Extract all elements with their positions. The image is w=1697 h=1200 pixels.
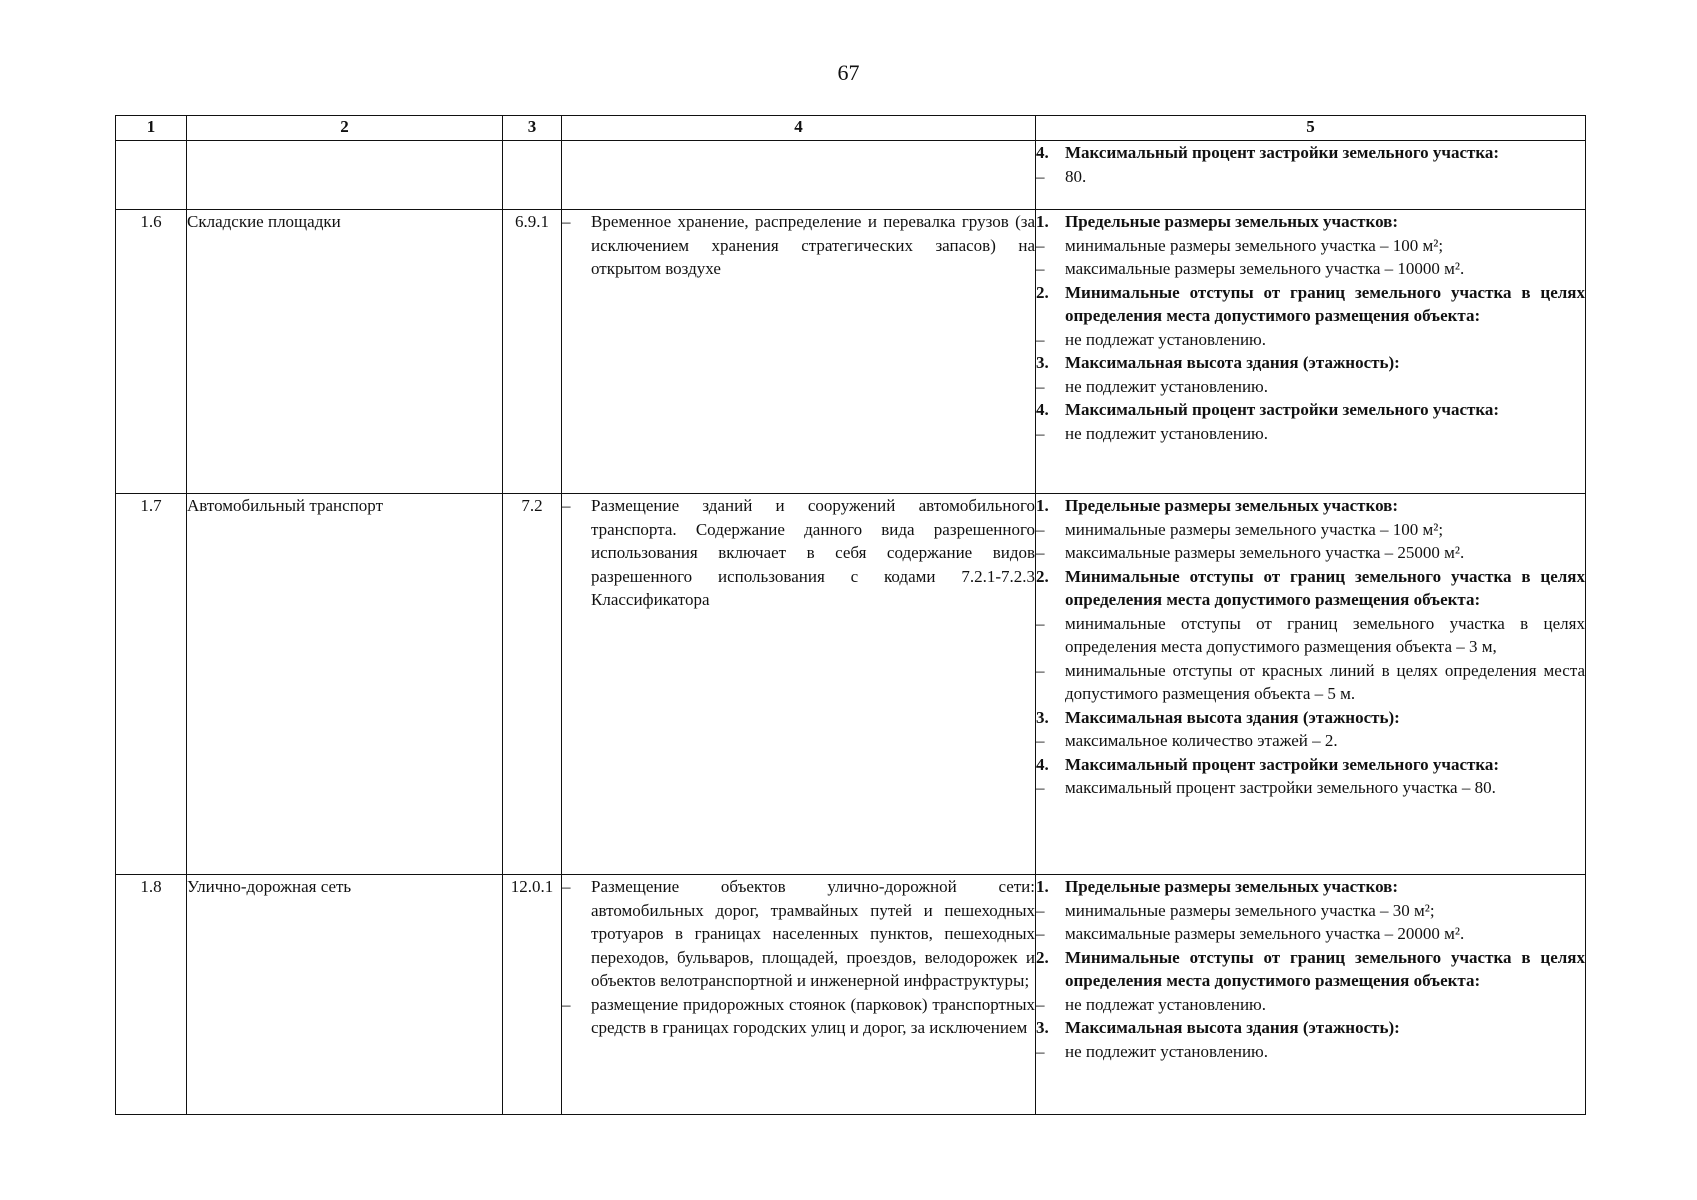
parameter-value-text: не подлежат установлению. (1065, 329, 1267, 349)
row-number-cell (116, 141, 187, 210)
description-text: Временное хранение, распределение и перевалка грузов (за исключением хранения стратегических запасов) на открытом воздухе (591, 212, 1035, 278)
description-item (562, 993, 1035, 1040)
number-marker: 2. (1036, 282, 1049, 302)
number-marker: 1. (1036, 877, 1049, 896)
number-marker: 1. (1036, 212, 1049, 231)
parameter-value (1036, 729, 1585, 753)
dash-marker: – (562, 994, 571, 1014)
dash-marker: – (1036, 731, 1045, 750)
dash-marker: – (1036, 778, 1045, 797)
header-col-2: 2 (187, 116, 503, 141)
number-marker: 1. (1036, 496, 1049, 515)
number-marker: 4. (1036, 143, 1049, 162)
parameter-value (1036, 612, 1585, 659)
parameter-heading (1036, 946, 1585, 993)
table-row (116, 210, 1586, 494)
use-code-cell (503, 494, 562, 875)
use-code: 7.2 (521, 496, 543, 515)
parameter-heading (1036, 875, 1585, 899)
parameter-heading (1036, 565, 1585, 612)
dash-marker: – (1036, 519, 1045, 539)
dash-marker: – (1036, 660, 1045, 680)
dash-marker: – (1036, 613, 1045, 633)
number-marker: 3. (1036, 353, 1049, 372)
dash-marker: – (1036, 924, 1045, 943)
parameter-value (1036, 422, 1585, 446)
zoning-table (115, 115, 1586, 1115)
parameter-value-text: не подлежит установлению. (1065, 1041, 1269, 1061)
parameter-heading-text: Максимальная высота здания (этажность): (1065, 707, 1400, 727)
parameter-value (1036, 659, 1585, 706)
use-code: 6.9.1 (515, 212, 549, 231)
number-marker: 2. (1036, 566, 1049, 586)
number-marker: 4. (1036, 400, 1049, 419)
row-number-cell (116, 494, 187, 875)
parameter-heading-text: Предельные размеры земельных участков: (1065, 496, 1399, 515)
table-row (116, 141, 1586, 210)
parameter-value-text: минимальные размеры земельного участка – 100 м²; (1065, 235, 1444, 255)
use-code: 12.0.1 (510, 877, 554, 896)
parameter-value-text: минимальные отступы от границ земельного участка в целях определения места допустимого размещения объекта – 3 м, (1065, 613, 1585, 656)
use-code-cell (503, 141, 562, 210)
parameter-value-text: максимальное количество этажей – 2. (1065, 731, 1338, 750)
use-code-cell (503, 875, 562, 1115)
parameter-value-text: не подлежит установлению. (1065, 423, 1269, 443)
parameter-value-text: не подлежит установлению. (1065, 376, 1269, 396)
parameter-heading-text: Максимальный процент застройки земельного участка: (1065, 143, 1500, 162)
dash-marker: – (562, 496, 571, 515)
parameter-value (1036, 257, 1585, 281)
row-number-cell (116, 875, 187, 1115)
parameter-heading (1036, 1016, 1585, 1040)
parameter-heading (1036, 281, 1585, 328)
header-col-3: 3 (503, 116, 562, 141)
row-number: 1.8 (140, 877, 162, 896)
header-col-5: 5 (1036, 116, 1586, 141)
parameter-value-text: минимальные размеры земельного участка – 30 м²; (1065, 900, 1435, 920)
header-col-1: 1 (116, 116, 187, 141)
table-body (116, 141, 1586, 1115)
parameter-heading-text: Максимальный процент застройки земельного участка: (1065, 400, 1500, 419)
header-col-4: 4 (562, 116, 1036, 141)
use-name-cell (187, 875, 503, 1115)
description-cell (562, 141, 1036, 210)
use-name: Автомобильный транспорт (187, 496, 383, 515)
description-text: Размещение зданий и сооружений автомобильного транспорта. Содержание данного вида разрешенного использования включает в себя содержание видов разрешенного использования с кодами 7.2.1-7.2.3 Классификатора (591, 496, 1035, 609)
number-marker: 2. (1036, 947, 1049, 967)
parameter-value-text: минимальные размеры земельного участка – 100 м²; (1065, 519, 1444, 539)
description-item (562, 210, 1035, 281)
parameter-value (1036, 375, 1585, 399)
description-text: Размещение объектов улично-дорожной сети: автомобильных дорог, трамвайных путей и пешеходных тротуаров в границах населенных пунктов, пешеходных переходов, бульваров, площадей, проездов, велодорожек и объектов велотранспортной и инженерной инфраструктуры; (591, 877, 1035, 990)
use-name: Улично-дорожная сеть (187, 877, 352, 896)
table-row (116, 494, 1586, 875)
parameter-heading (1036, 210, 1585, 234)
parameter-heading-text: Предельные размеры земельных участков: (1065, 877, 1399, 896)
parameter-heading-text: Максимальный процент застройки земельного участка: (1065, 754, 1500, 774)
description-item (562, 494, 1035, 612)
dash-marker: – (1036, 994, 1045, 1014)
dash-marker: – (1036, 1041, 1045, 1061)
dash-marker: – (562, 212, 571, 231)
parameter-heading (1036, 706, 1585, 730)
parameter-heading-text: Минимальные отступы от границ земельного участка в целях определения места допустимого размещения объекта: (1065, 947, 1585, 990)
parameter-value-text: максимальные размеры земельного участка – 10000 м². (1065, 259, 1465, 278)
parameter-value-text: максимальный процент застройки земельного участка – 80. (1065, 778, 1496, 797)
number-marker: 4. (1036, 754, 1049, 774)
parameter-heading-text: Максимальная высота здания (этажность): (1065, 1018, 1400, 1037)
parameter-value (1036, 165, 1585, 189)
table-header (116, 116, 1586, 141)
parameters-cell (1036, 141, 1586, 210)
parameter-heading (1036, 351, 1585, 375)
parameter-heading (1036, 141, 1585, 165)
parameter-value-text: минимальные отступы от красных линий в целях определения места допустимого размещения объекта – 5 м. (1065, 660, 1585, 703)
dash-marker: – (562, 877, 571, 896)
parameter-heading (1036, 398, 1585, 422)
parameter-value (1036, 993, 1585, 1017)
parameter-value-text: 80. (1065, 166, 1087, 186)
parameter-value (1036, 1040, 1585, 1064)
parameters-cell (1036, 494, 1586, 875)
row-number-cell (116, 210, 187, 494)
description-cell (562, 210, 1036, 494)
dash-marker: – (1036, 543, 1045, 562)
use-name: Складские площадки (187, 212, 341, 231)
parameter-value-text: не подлежат установлению. (1065, 994, 1267, 1014)
parameter-value (1036, 234, 1585, 258)
row-number: 1.6 (140, 212, 162, 231)
parameter-value-text: максимальные размеры земельного участка – 20000 м². (1065, 924, 1465, 943)
dash-marker: – (1036, 423, 1045, 443)
page-number: 67 (837, 60, 860, 85)
dash-marker: – (1036, 376, 1045, 396)
parameter-value (1036, 899, 1585, 923)
dash-marker: – (1036, 235, 1045, 255)
description-cell (562, 875, 1036, 1115)
dash-marker: – (1036, 166, 1045, 186)
header-row (116, 116, 1586, 141)
parameter-heading-text: Предельные размеры земельных участков: (1065, 212, 1399, 231)
use-name-cell (187, 210, 503, 494)
use-code-cell (503, 210, 562, 494)
parameter-value (1036, 922, 1585, 946)
use-name-cell (187, 494, 503, 875)
parameter-value (1036, 518, 1585, 542)
parameter-value-text: максимальные размеры земельного участка – 25000 м². (1065, 543, 1465, 562)
description-text: размещение придорожных стоянок (парковок) транспортных средств в границах городских улиц и дорог, за исключением (591, 994, 1035, 1037)
description-cell (562, 494, 1036, 875)
parameters-cell (1036, 875, 1586, 1115)
row-number: 1.7 (140, 496, 162, 515)
use-name-cell (187, 141, 503, 210)
parameter-heading-text: Максимальная высота здания (этажность): (1065, 353, 1400, 372)
parameter-value (1036, 328, 1585, 352)
parameter-heading-text: Минимальные отступы от границ земельного участка в целях определения места допустимого размещения объекта: (1065, 566, 1585, 609)
dash-marker: – (1036, 259, 1045, 278)
parameter-value (1036, 776, 1585, 800)
description-item (562, 875, 1035, 993)
parameter-heading (1036, 753, 1585, 777)
parameter-heading (1036, 494, 1585, 518)
dash-marker: – (1036, 329, 1045, 349)
parameter-value (1036, 541, 1585, 565)
number-marker: 3. (1036, 707, 1049, 727)
dash-marker: – (1036, 900, 1045, 920)
number-marker: 3. (1036, 1018, 1049, 1037)
parameters-cell (1036, 210, 1586, 494)
parameter-heading-text: Минимальные отступы от границ земельного участка в целях определения места допустимого размещения объекта: (1065, 282, 1585, 325)
table-row (116, 875, 1586, 1115)
